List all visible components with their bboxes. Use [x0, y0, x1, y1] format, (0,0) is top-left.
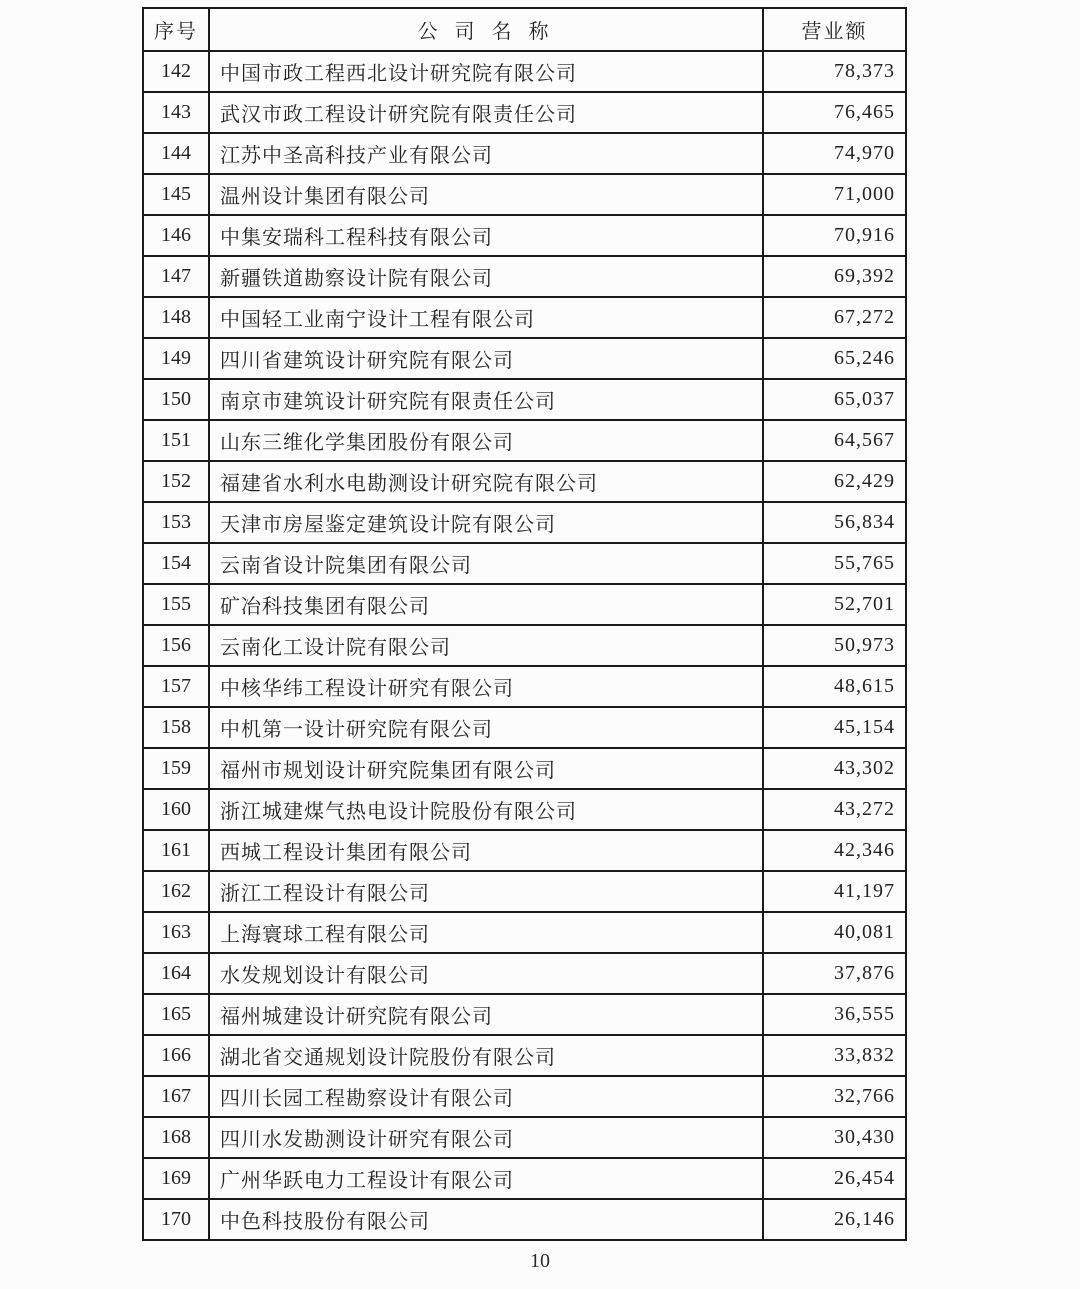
row-company: 西城工程设计集团有限公司 [209, 830, 763, 871]
row-company: 水发规划设计有限公司 [209, 953, 763, 994]
header-index: 序号 [143, 8, 209, 51]
row-revenue: 32,766 [763, 1076, 906, 1117]
row-revenue: 48,615 [763, 666, 906, 707]
table-row [143, 748, 906, 789]
row-company: 中国市政工程西北设计研究院有限公司 [209, 51, 763, 92]
row-company: 广州华跃电力工程设计有限公司 [209, 1158, 763, 1199]
table-row [143, 1117, 906, 1158]
row-company: 中核华纬工程设计研究有限公司 [209, 666, 763, 707]
row-revenue: 62,429 [763, 461, 906, 502]
row-revenue: 64,567 [763, 420, 906, 461]
row-revenue: 69,392 [763, 256, 906, 297]
row-index: 152 [143, 461, 209, 502]
header-company-name: 公 司 名 称 [209, 8, 763, 51]
row-index: 159 [143, 748, 209, 789]
table-row [143, 338, 906, 379]
row-index: 160 [143, 789, 209, 830]
row-index: 169 [143, 1158, 209, 1199]
table-row [143, 174, 906, 215]
row-company: 四川水发勘测设计研究有限公司 [209, 1117, 763, 1158]
row-index: 151 [143, 420, 209, 461]
row-revenue: 40,081 [763, 912, 906, 953]
table-row [143, 543, 906, 584]
row-index: 144 [143, 133, 209, 174]
row-index: 165 [143, 994, 209, 1035]
table-row [143, 912, 906, 953]
table-row [143, 707, 906, 748]
row-index: 143 [143, 92, 209, 133]
row-index: 168 [143, 1117, 209, 1158]
row-revenue: 26,454 [763, 1158, 906, 1199]
row-company: 武汉市政工程设计研究院有限责任公司 [209, 92, 763, 133]
row-company: 中国轻工业南宁设计工程有限公司 [209, 297, 763, 338]
table-row [143, 461, 906, 502]
row-company: 中集安瑞科工程科技有限公司 [209, 215, 763, 256]
row-revenue: 55,765 [763, 543, 906, 584]
company-ranking-table [142, 7, 907, 1241]
table-row [143, 1076, 906, 1117]
row-company: 上海寰球工程有限公司 [209, 912, 763, 953]
table-row [143, 994, 906, 1035]
row-index: 142 [143, 51, 209, 92]
table-row [143, 379, 906, 420]
row-index: 146 [143, 215, 209, 256]
row-company: 浙江工程设计有限公司 [209, 871, 763, 912]
row-index: 149 [143, 338, 209, 379]
table-row [143, 584, 906, 625]
row-revenue: 43,302 [763, 748, 906, 789]
row-revenue: 52,701 [763, 584, 906, 625]
row-index: 170 [143, 1199, 209, 1240]
row-revenue: 43,272 [763, 789, 906, 830]
row-revenue: 36,555 [763, 994, 906, 1035]
table-row [143, 215, 906, 256]
table-row [143, 789, 906, 830]
row-revenue: 71,000 [763, 174, 906, 215]
row-index: 158 [143, 707, 209, 748]
row-revenue: 78,373 [763, 51, 906, 92]
row-index: 167 [143, 1076, 209, 1117]
row-index: 147 [143, 256, 209, 297]
table-row [143, 256, 906, 297]
row-company: 中色科技股份有限公司 [209, 1199, 763, 1240]
row-company: 福州城建设计研究院有限公司 [209, 994, 763, 1035]
table-row [143, 871, 906, 912]
row-revenue: 50,973 [763, 625, 906, 666]
row-index: 154 [143, 543, 209, 584]
row-company: 中机第一设计研究院有限公司 [209, 707, 763, 748]
row-revenue: 67,272 [763, 297, 906, 338]
table-row [143, 502, 906, 543]
table-row [143, 92, 906, 133]
row-index: 164 [143, 953, 209, 994]
row-index: 156 [143, 625, 209, 666]
row-index: 166 [143, 1035, 209, 1076]
table-row [143, 133, 906, 174]
row-revenue: 65,037 [763, 379, 906, 420]
row-company: 浙江城建煤气热电设计院股份有限公司 [209, 789, 763, 830]
table-row [143, 1158, 906, 1199]
row-index: 155 [143, 584, 209, 625]
row-company: 矿冶科技集团有限公司 [209, 584, 763, 625]
row-revenue: 76,465 [763, 92, 906, 133]
table-row [143, 625, 906, 666]
page-number: 10 [530, 1250, 550, 1272]
row-revenue: 30,430 [763, 1117, 906, 1158]
table-row [143, 1199, 906, 1240]
row-index: 153 [143, 502, 209, 543]
row-index: 162 [143, 871, 209, 912]
row-company: 新疆铁道勘察设计院有限公司 [209, 256, 763, 297]
table-body [143, 51, 906, 1240]
row-company: 四川省建筑设计研究院有限公司 [209, 338, 763, 379]
table-row [143, 297, 906, 338]
table-row [143, 666, 906, 707]
row-revenue: 70,916 [763, 215, 906, 256]
header-revenue: 营业额 [763, 8, 906, 51]
row-company: 四川长园工程勘察设计有限公司 [209, 1076, 763, 1117]
row-company: 温州设计集团有限公司 [209, 174, 763, 215]
row-revenue: 56,834 [763, 502, 906, 543]
row-company: 福建省水利水电勘测设计研究院有限公司 [209, 461, 763, 502]
table-row [143, 953, 906, 994]
row-revenue: 37,876 [763, 953, 906, 994]
row-revenue: 33,832 [763, 1035, 906, 1076]
row-company: 江苏中圣高科技产业有限公司 [209, 133, 763, 174]
table-row [143, 420, 906, 461]
row-revenue: 42,346 [763, 830, 906, 871]
row-revenue: 45,154 [763, 707, 906, 748]
table-row [143, 51, 906, 92]
row-company: 天津市房屋鉴定建筑设计院有限公司 [209, 502, 763, 543]
table-row [143, 830, 906, 871]
row-index: 157 [143, 666, 209, 707]
row-company: 湖北省交通规划设计院股份有限公司 [209, 1035, 763, 1076]
row-index: 148 [143, 297, 209, 338]
row-revenue: 26,146 [763, 1199, 906, 1240]
row-company: 福州市规划设计研究院集团有限公司 [209, 748, 763, 789]
row-company: 云南化工设计院有限公司 [209, 625, 763, 666]
row-index: 145 [143, 174, 209, 215]
row-index: 163 [143, 912, 209, 953]
row-index: 150 [143, 379, 209, 420]
row-revenue: 41,197 [763, 871, 906, 912]
row-index: 161 [143, 830, 209, 871]
row-revenue: 74,970 [763, 133, 906, 174]
row-company: 山东三维化学集团股份有限公司 [209, 420, 763, 461]
table-row [143, 1035, 906, 1076]
row-company: 云南省设计院集团有限公司 [209, 543, 763, 584]
table-header-row [143, 8, 906, 51]
row-revenue: 65,246 [763, 338, 906, 379]
row-company: 南京市建筑设计研究院有限责任公司 [209, 379, 763, 420]
